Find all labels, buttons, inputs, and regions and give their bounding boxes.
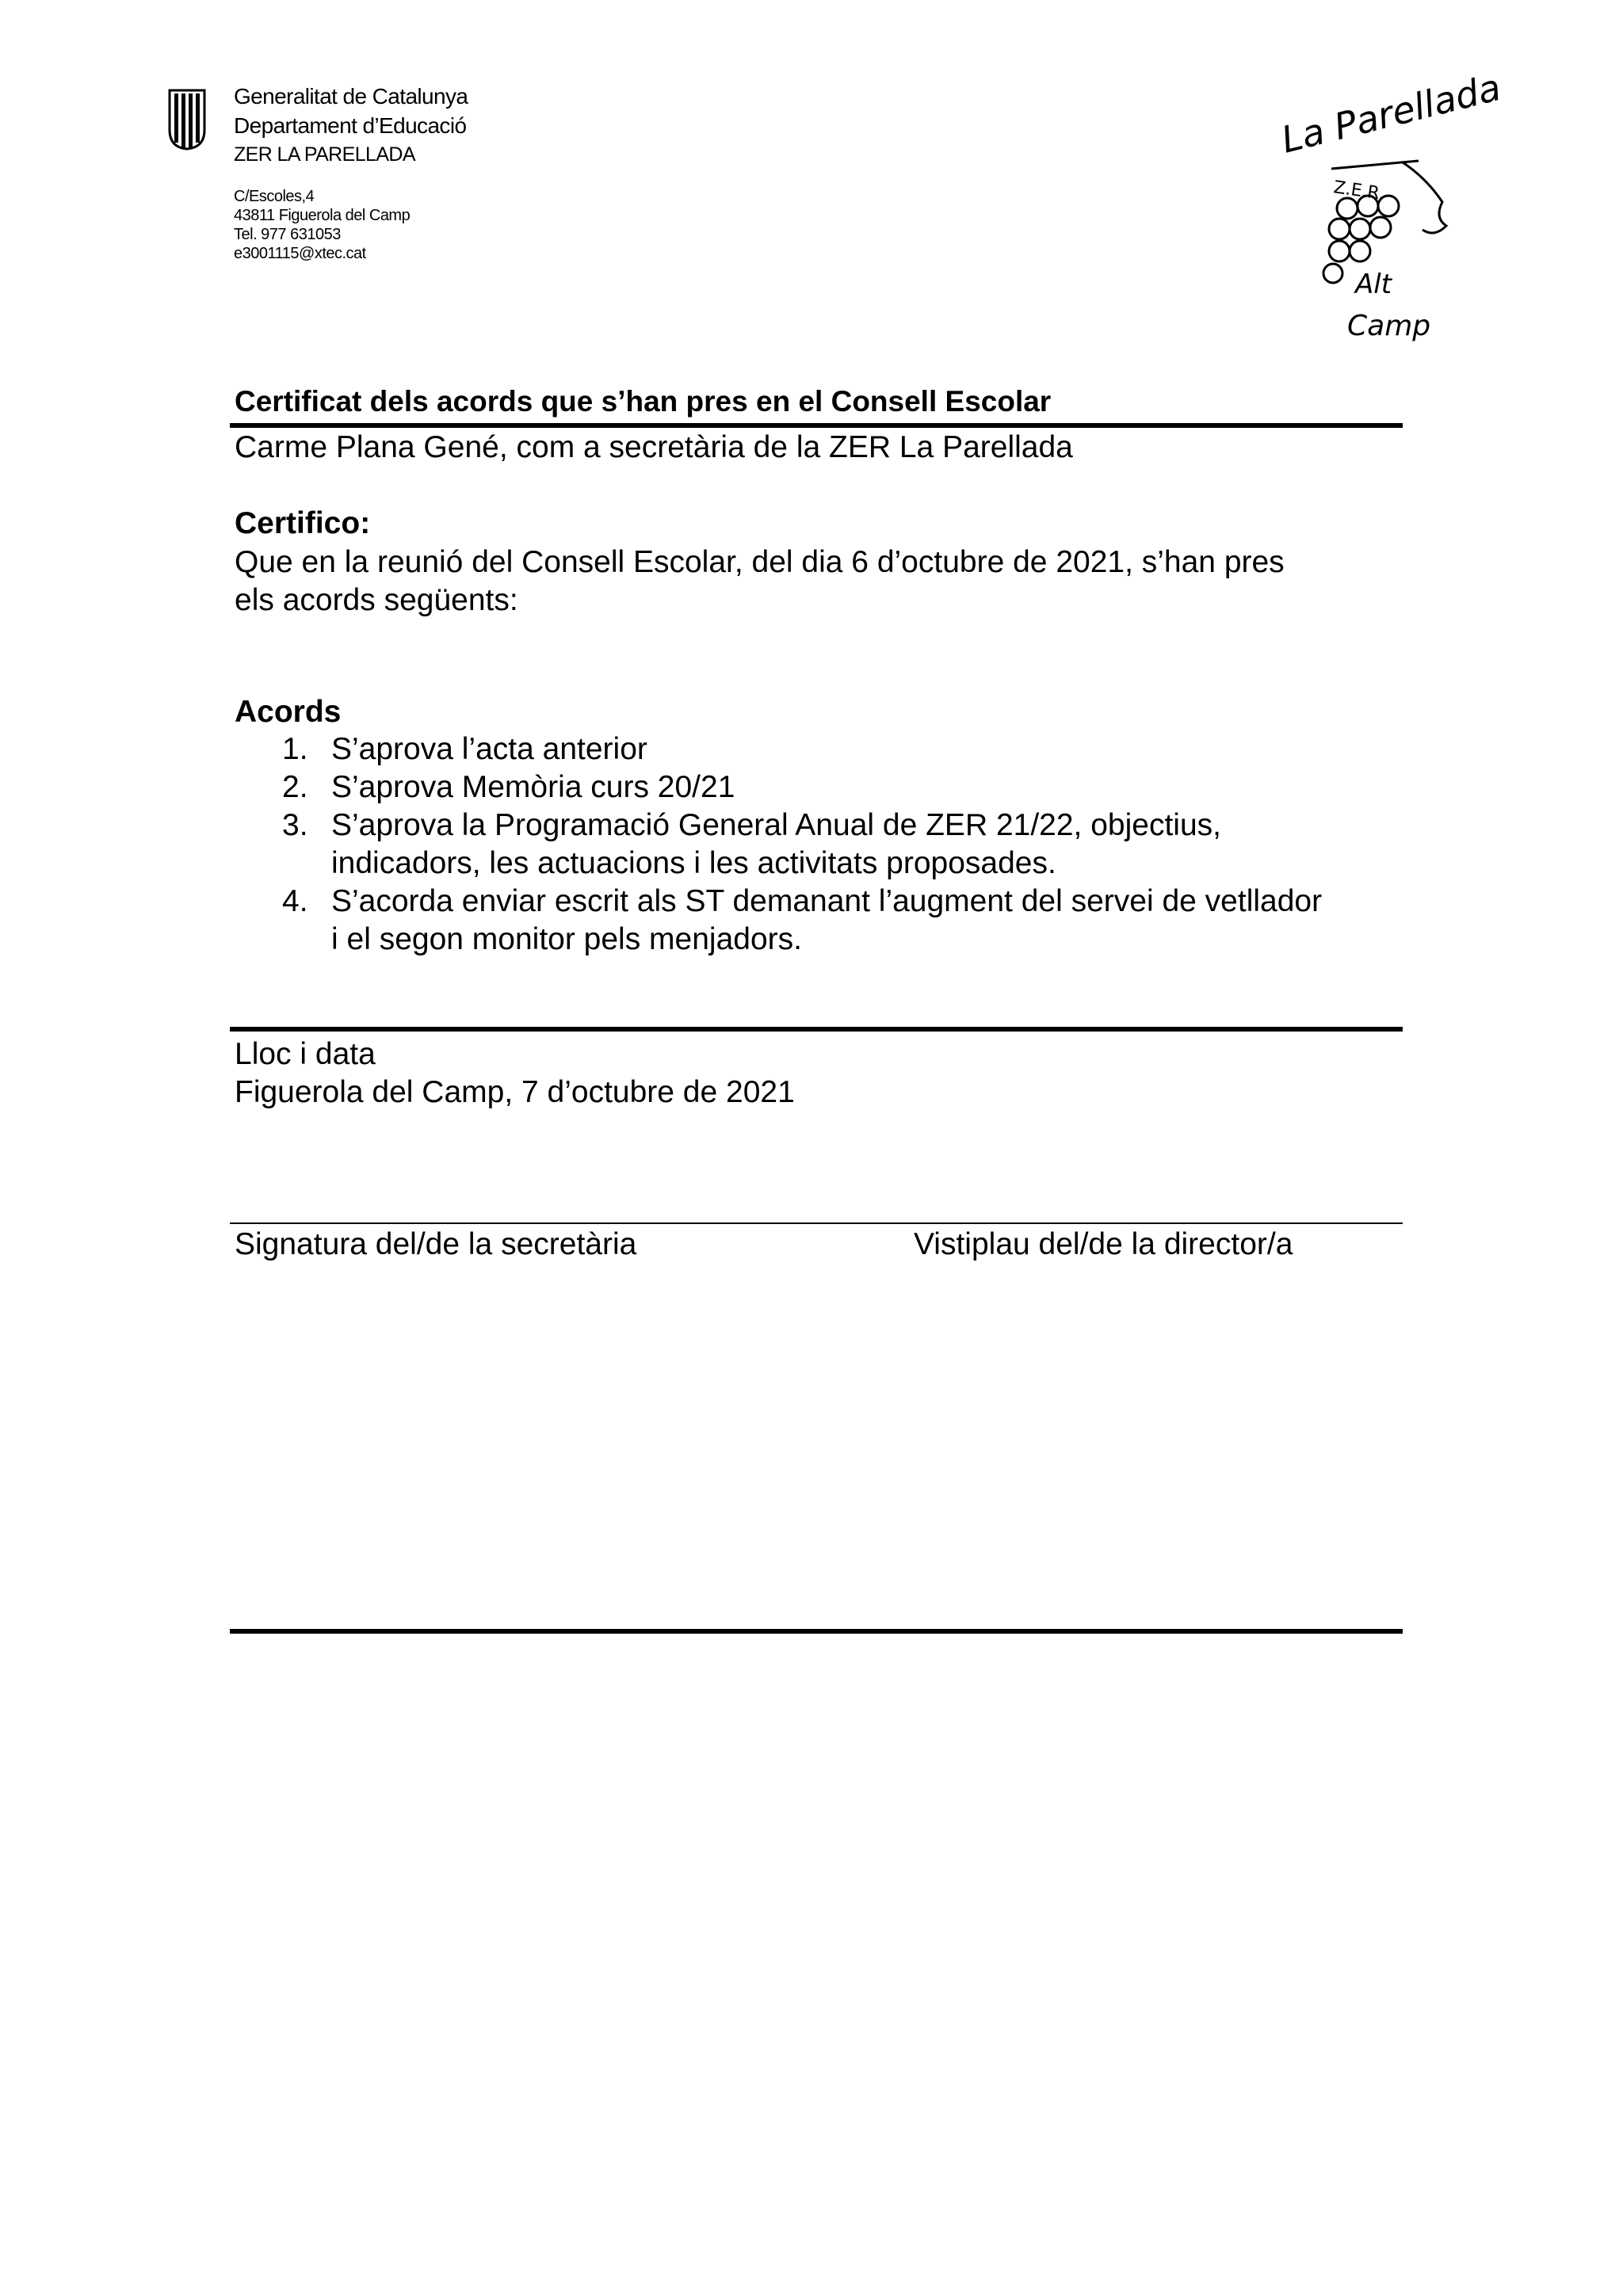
list-item xyxy=(235,769,1407,807)
place-date-value: Figuerola del Camp, 7 d’octubre de 2021 xyxy=(235,1075,795,1109)
list-item xyxy=(235,883,1407,959)
list-item-number: 2. xyxy=(282,770,308,804)
secretary-line: Carme Plana Gené, com a secretària de la ZER La Parellada xyxy=(235,430,1073,464)
acords-list xyxy=(235,730,1407,959)
logo-text-alt: Alt xyxy=(1355,269,1392,300)
la-parellada-logo xyxy=(1277,65,1505,353)
list-item-text: indicadors, les actuacions i les activitats proposades. xyxy=(331,846,1056,880)
certifico-line-2: els acords següents: xyxy=(235,583,518,617)
list-item-number: 4. xyxy=(282,884,308,918)
list-item-text: i el segon monitor pels menjadors. xyxy=(331,922,802,956)
school-zone-name: ZER LA PARELLADA xyxy=(234,143,415,166)
place-date-label: Lloc i data xyxy=(235,1037,376,1071)
department-name: Departament d’Educació xyxy=(234,113,467,138)
bottom-divider xyxy=(230,1629,1403,1634)
acords-heading: Acords xyxy=(235,695,342,729)
signature-divider xyxy=(230,1222,1403,1224)
list-item-text: S’aprova la Programació General Anual de ZER 21/22, objectius, xyxy=(331,808,1221,842)
logo-text-camp: Camp xyxy=(1347,310,1431,342)
document-title: Certificat dels acords que s’han pres en el Consell Escolar xyxy=(235,385,1052,418)
list-item-text: S’acorda enviar escrit als ST demanant l’augment del servei de vetllador xyxy=(331,884,1323,918)
list-item-text: S’aprova l’acta anterior xyxy=(331,732,647,766)
list-item-number: 1. xyxy=(282,732,308,766)
certifico-line-1: Que en la reunió del Consell Escolar, del dia 6 d’octubre de 2021, s’han pres xyxy=(235,545,1285,579)
place-date-divider xyxy=(230,1027,1403,1032)
list-item xyxy=(235,730,1407,769)
logo-text-middle: Z.E.R. xyxy=(1332,177,1386,204)
org-name: Generalitat de Catalunya xyxy=(234,84,468,109)
address-email: e3001115@xtec.cat xyxy=(234,245,366,262)
address-street: C/Escoles,4 xyxy=(234,188,315,205)
signature-director-label: Vistiplau del/de la director/a xyxy=(914,1227,1293,1261)
organization-block xyxy=(234,82,468,170)
address-block xyxy=(234,187,410,263)
signature-secretary-label: Signatura del/de la secretària xyxy=(235,1227,637,1261)
list-item xyxy=(235,807,1407,883)
list-item-text: S’aprova Memòria curs 20/21 xyxy=(331,770,735,804)
address-city: 43811 Figuerola del Camp xyxy=(234,207,411,224)
logo-text-top: La Parellada xyxy=(1277,65,1505,162)
generalitat-logo xyxy=(165,89,209,151)
address-phone: Tel. 977 631053 xyxy=(234,226,341,243)
certifico-heading: Certifico: xyxy=(235,506,371,540)
list-item-number: 3. xyxy=(282,808,308,842)
